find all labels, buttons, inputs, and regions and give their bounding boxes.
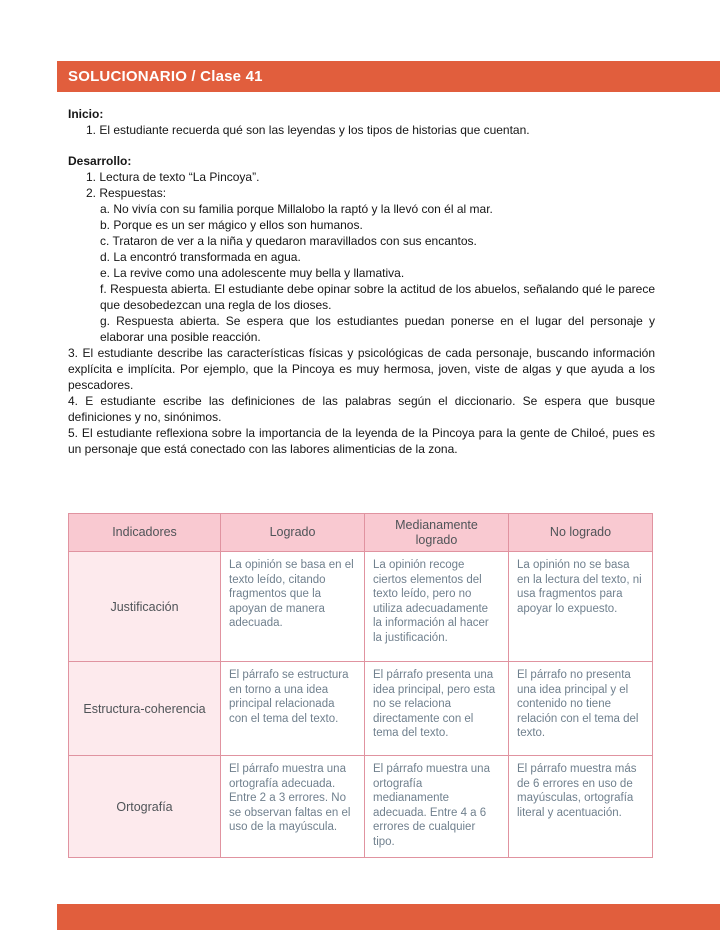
respuesta-d: d. La encontró transformada en agua.	[100, 250, 301, 264]
header-bar	[57, 61, 720, 92]
cell-no-logrado: La opinión no se basa en la lectura del texto, ni usa fragmentos para apoyar lo expuesto.	[509, 552, 653, 662]
cell-no-logrado: El párrafo muestra más de 6 errores en uso de mayúsculas, ortografía literal y acentuación.	[509, 756, 653, 858]
respuesta-c: c. Trataron de ver a la niña y quedaron maravillados con sus encantos.	[100, 234, 477, 248]
respuesta-e: e. La revive como una adolescente muy bella y llamativa.	[100, 266, 405, 280]
page-title: SOLUCIONARIO / Clase 41	[68, 68, 263, 85]
cell-logrado: La opinión se basa en el texto leído, citando fragmentos que la apoyan de manera adecuada.	[221, 552, 365, 662]
respuesta-g: g. Respuesta abierta. Se espera que los estudiantes puedan ponerse en el lugar del personaje y elaborar una posible reacción.	[100, 314, 655, 344]
section-heading-desarrollo: Desarrollo:	[68, 154, 132, 168]
desarrollo-item-2: 2. Respuestas:	[86, 186, 167, 200]
rubric-table	[68, 513, 653, 858]
cell-no-logrado: El párrafo no presenta una idea principal y el contenido no tiene relación con el tema del texto.	[509, 662, 653, 756]
cell-medianamente-logrado: La opinión recoge ciertos elementos del texto leído, pero no utiliza adecuadamente la información al hacer la justificación.	[365, 552, 509, 662]
col-header-logrado: Logrado	[221, 514, 365, 552]
respuesta-f: f. Respuesta abierta. El estudiante debe opinar sobre la actitud de los abuelos, señalando qué le parece que desobedezcan una regla de los dioses.	[100, 282, 655, 312]
row-indicator: Justificación	[69, 552, 221, 662]
col-header-medianamente-logrado: Medianamente logrado	[365, 514, 509, 552]
respuesta-b: b. Porque es un ser mágico y ellos son humanos.	[100, 218, 363, 232]
row-indicator: Ortografía	[69, 756, 221, 858]
col-header-indicadores: Indicadores	[69, 514, 221, 552]
rubric-row-estructura-coherencia	[69, 662, 653, 756]
cell-medianamente-logrado: El párrafo presenta una idea principal, pero esta no se relaciona directamente con el tema del texto.	[365, 662, 509, 756]
col-header-no-logrado: No logrado	[509, 514, 653, 552]
rubric-row-ortografia	[69, 756, 653, 858]
cell-logrado: El párrafo muestra una ortografía adecuada. Entre 2 a 3 errores. No se observan faltas en el uso de la mayúscula.	[221, 756, 365, 858]
desarrollo-item-1: 1. Lectura de texto “La Pincoya”.	[86, 170, 260, 184]
desarrollo-item-3: 3. El estudiante describe las características físicas y psicológicas de cada personaje, buscando información explícita e implícita. Por ejemplo, que la Pincoya es muy hermosa, joven, viste de algas y que ayuda a los pescadores.	[68, 346, 655, 392]
document-body	[68, 106, 655, 457]
row-indicator: Estructura-coherencia	[69, 662, 221, 756]
desarrollo-item-5: 5. El estudiante reflexiona sobre la importancia de la leyenda de la Pincoya para la gente de Chiloé, pues es un personaje que está conectado con las labores alimenticias de la zona.	[68, 426, 655, 456]
rubric-header-row	[69, 514, 653, 552]
inicio-item-1: 1. El estudiante recuerda qué son las leyendas y los tipos de historias que cuentan.	[86, 123, 530, 137]
desarrollo-item-4: 4. E estudiante escribe las definiciones de las palabras según el diccionario. Se espera que busque definiciones y no, sinónimos.	[68, 394, 655, 424]
cell-medianamente-logrado: El párrafo muestra una ortografía medianamente adecuada. Entre 4 a 6 errores de cualquier tipo.	[365, 756, 509, 858]
section-heading-inicio: Inicio:	[68, 107, 104, 121]
rubric-row-justificacion	[69, 552, 653, 662]
respuesta-a: a. No vivía con su familia porque Millalobo la raptó y la llevó con él al mar.	[100, 202, 493, 216]
footer-bar	[57, 904, 720, 930]
cell-logrado: El párrafo se estructura en torno a una idea principal relacionada con el tema del texto.	[221, 662, 365, 756]
